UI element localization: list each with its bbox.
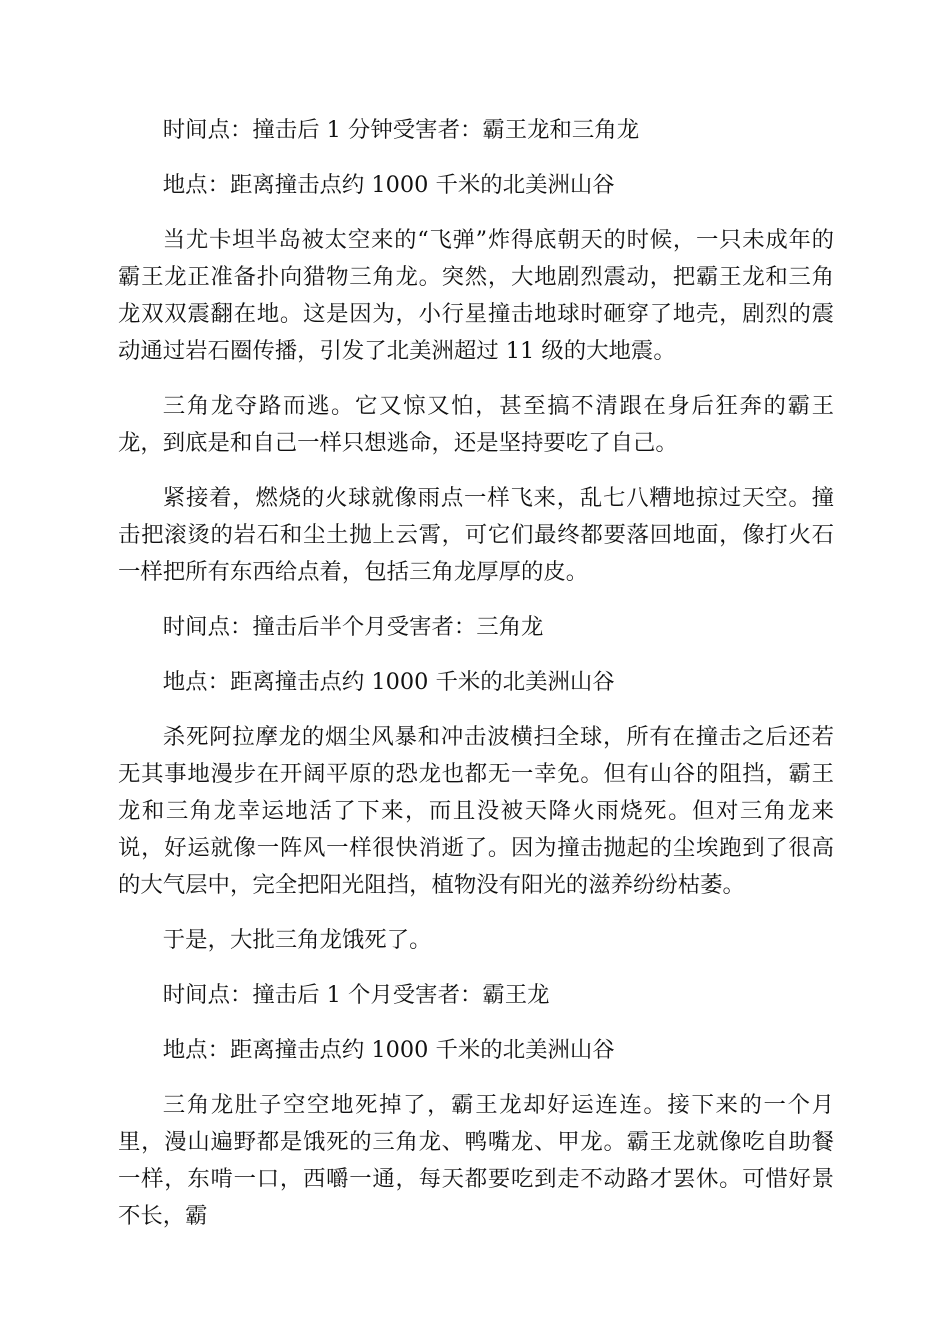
location-heading-1: 地点：距离撞击点约 1000 千米的北美洲山谷 [162, 172, 615, 198]
body-paragraph-5: 于是，大批三角龙饿死了。 [162, 927, 432, 953]
timeline-heading-3: 时间点：撞击后 1 个月受害者：霸王龙 [162, 982, 550, 1008]
location-heading-2: 地点：距离撞击点约 1000 千米的北美洲山谷 [162, 669, 615, 695]
document-page [118, 112, 834, 1253]
timeline-heading-2: 时间点：撞击后半个月受害者：三角龙 [162, 614, 544, 640]
body-paragraph-6: 三角龙肚子空空地死掉了，霸王龙却好运连连。接下来的一个月里，漫山遍野都是饿死的三角龙、鸭嘴龙、甲龙。霸王龙就像吃自助餐一样，东啃一口，西嚼一通，每天都要吃到走不动路才罢休。可惜好景不长，霸 [118, 1092, 834, 1229]
body-paragraph-3: 紧接着，燃烧的火球就像雨点一样飞来，乱七八糟地掠过天空。撞击把滚烫的岩石和尘土抛上云霄，可它们最终都要落回地面，像打火石一样把所有东西给点着，包括三角龙厚厚的皮。 [118, 485, 834, 585]
timeline-heading-1: 时间点：撞击后 1 分钟受害者：霸王龙和三角龙 [162, 117, 640, 143]
body-paragraph-1: 当尤卡坦半岛被太空来的“飞弹”炸得底朝天的时候，一只未成年的霸王龙正准备扑向猎物三角龙。突然，大地剧烈震动，把霸王龙和三角龙双双震翻在地。这是因为，小行星撞击地球时砸穿了地壳，剧烈的震动通过岩石圈传播，引发了北美洲超过 11 级的大地震。 [118, 227, 834, 364]
location-heading-3: 地点：距离撞击点约 1000 千米的北美洲山谷 [162, 1037, 615, 1063]
body-paragraph-2: 三角龙夺路而逃。它又惊又怕，甚至搞不清跟在身后狂奔的霸王龙，到底是和自己一样只想逃命，还是坚持要吃了自己。 [118, 393, 834, 456]
body-paragraph-4: 杀死阿拉摩龙的烟尘风暴和冲击波横扫全球，所有在撞击之后还若无其事地漫步在开阔平原的恐龙也都无一幸免。但有山谷的阻挡，霸王龙和三角龙幸运地活了下来，而且没被天降火雨烧死。但对三角龙来说，好运就像一阵风一样很快消逝了。因为撞击抛起的尘埃跑到了很高的大气层中，完全把阳光阻挡，植物没有阳光的滋养纷纷枯萎。 [118, 724, 834, 898]
